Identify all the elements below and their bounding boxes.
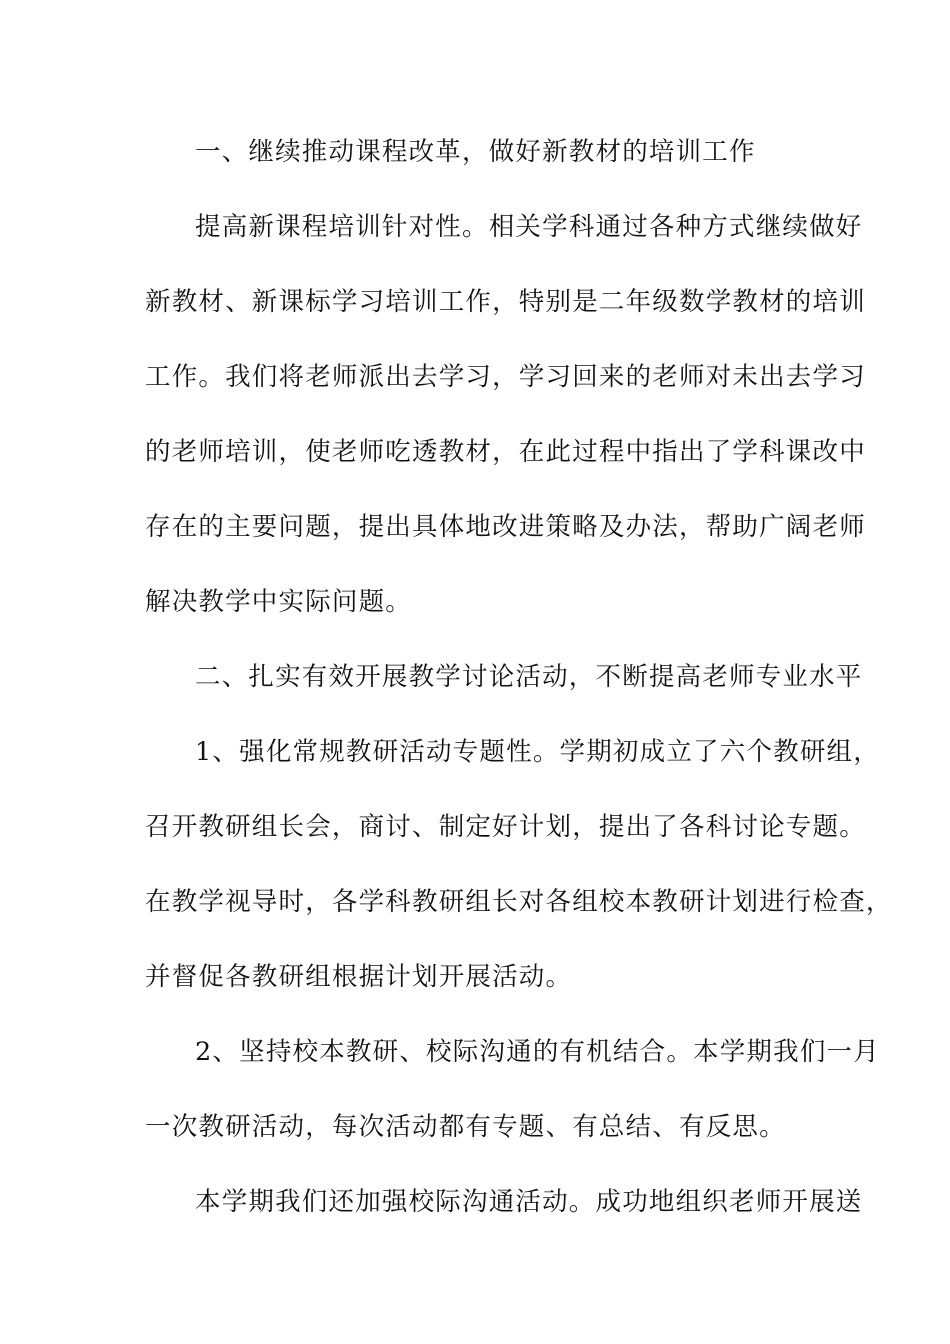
paragraph-line: 新教材、新课标学习培训工作，特别是二年级数学教材的培训: [145, 287, 866, 317]
paragraph-line: 本学期我们还加强校际沟通活动。成功地组织老师开展送: [195, 1187, 863, 1217]
section-heading-2: 二、扎实有效开展教学讨论活动，不断提高老师专业水平: [195, 662, 863, 692]
paragraph-line: 解决教学中实际问题。: [145, 587, 413, 617]
paragraph-line: 2、坚持校本教研、校际沟通的有机结合。本学期我们一月: [195, 1037, 880, 1067]
paragraph-line: 一次教研活动，每次活动都有专题、有总结、有反思。: [145, 1112, 786, 1142]
paragraph-line: 的老师培训，使老师吃透教材，在此过程中指出了学科课改中: [145, 437, 866, 467]
paragraph-line: 召开教研组长会，商讨、制定好计划，提出了各科讨论专题。: [145, 812, 866, 842]
paragraph-line: 并督促各教研组根据计划开展活动。: [145, 962, 573, 992]
paragraph-line: 工作。我们将老师派出去学习，学习回来的老师对未出去学习: [145, 362, 866, 392]
paragraph-line: 1、强化常规教研活动专题性。学期初成立了六个教研组，: [195, 737, 880, 767]
paragraph-line: 在教学视导时，各学科教研组长对各组校本教研计划进行检查，: [145, 887, 893, 917]
section-heading-1: 一、继续推动课程改革，做好新教材的培训工作: [195, 137, 756, 167]
paragraph-line: 存在的主要问题，提出具体地改进策略及办法，帮助广阔老师: [145, 512, 866, 542]
paragraph-line: 提高新课程培训针对性。相关学科通过各种方式继续做好: [195, 212, 863, 242]
